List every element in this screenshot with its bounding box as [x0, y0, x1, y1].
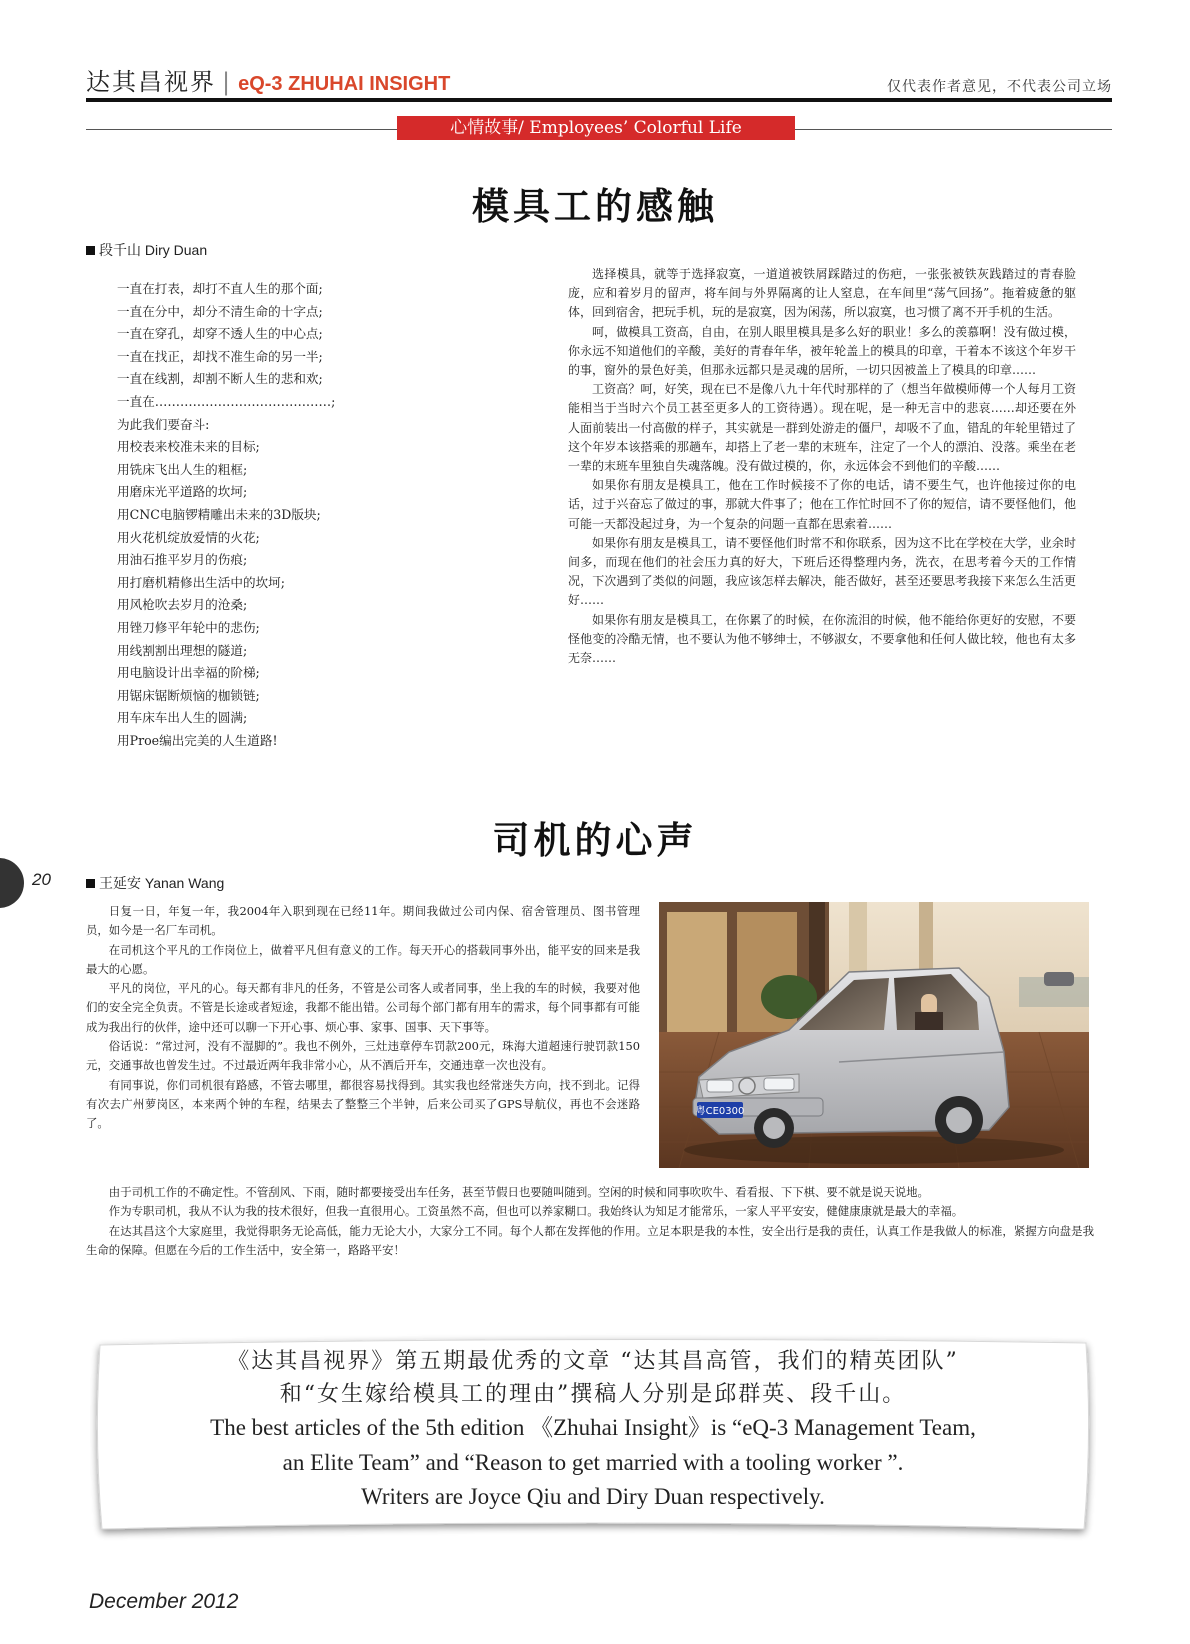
poem-line: 用校表来校准未来的目标; [117, 439, 260, 455]
callout-en-line: Writers are Joyce Qiu and Diry Duan respectively. [361, 1484, 825, 1509]
callout-en-line: an Elite Team” and “Reason to get married with a tooling worker ”. [282, 1449, 904, 1475]
article2-paragraph: 作为专职司机，我从不认为我的技术很好，但我一直很用心。工资虽然不高，但也可以养家糊口。我始终认为知足才能常乐，一家人平平安安，健健康康就是最大的幸福。 [108, 1204, 964, 1219]
footer-date: December 2012 [89, 1590, 239, 1613]
poem-line: 一直在打表，却打不直人生的那个面; [117, 281, 323, 296]
page-number: 20 [32, 870, 51, 889]
article2-body-full [86, 1183, 1094, 1260]
poem-line: 用风枪吹去岁月的沧桑; [117, 597, 248, 613]
header-rule [86, 98, 1112, 102]
header-brand [86, 62, 450, 97]
driver-car-photo [659, 902, 1089, 1168]
poem-line: 为此我们要奋斗: [117, 416, 210, 432]
header-disclaimer: 仅代表作者意见，不代表公司立场 [887, 79, 1112, 95]
article2-paragraph: 俗话说：“常过河，没有不湿脚的”。我也不例外，三灶违章停车罚款200元，珠海大道超速行驶罚款150元，交通事故也曾发生过。不过最近两年我非常小心，从不酒后开车，交通违章一次也没有。 [86, 1039, 640, 1073]
license-plate-text: 粤CE0300 [695, 1106, 745, 1117]
article2-paragraph: 日复一日，年复一年，我2004年入职到现在已经11年。期间我做过公司内保、宿舍管理员、图书管理员，如今是一名厂车司机。 [86, 904, 640, 938]
article1-poem [117, 278, 517, 752]
page-number-tab [0, 858, 24, 908]
callout-zh-line: 《达其昌视界》第五期最优秀的文章 “达其昌高管，我们的精英团队” [227, 1349, 959, 1374]
brand-zh: 达其昌视界 [86, 68, 216, 96]
article2-paragraph: 在司机这个平凡的工作岗位上，做着平凡但有意义的工作。每天开心的搭载同事外出，能平安的回来是我最大的心愿。 [86, 942, 640, 976]
article2-byline [86, 873, 224, 893]
article1-paragraph: 如果你有朋友是模具工，请不要怪他们时常不和你联系，因为这不比在学校在大学，业余时间多，而现在他们的社会压力真的好大，下班后还得整理内务，洗衣，在思考着今天的工作情况，下次遇到了类似的问题，我应该怎样去解决，能否做好，甚至还要思考我接下来怎么生活更好…… [568, 535, 1076, 608]
poem-line: 一直在……………………………………; [117, 393, 336, 409]
article2-body-left [86, 902, 640, 1134]
poem-line: 用线割割出理想的隧道; [117, 642, 248, 658]
callout-zh-line: 和“女生嫁给模具工的理由”撰稿人分别是邱群英、段千山。 [279, 1382, 907, 1407]
poem-line: 用锯床锯断烦恼的枷锁链; [117, 687, 260, 703]
bullet-square-icon [86, 879, 95, 888]
article1-paragraph: 如果你有朋友是模具工，在你累了的时候，在你流泪的时候，他不能给你更好的安慰，不要怪他变的冷酷无情，也不要认为他不够绅士，不够淑女，不要拿他和任何人做比较，他也有太多无奈…… [568, 612, 1076, 666]
poem-line: 用锉刀修平年轮中的悲伤; [117, 619, 260, 635]
callout-text [90, 1345, 1096, 1515]
brand-en: eQ-3 ZHUHAI INSIGHT [238, 73, 451, 95]
article1-paragraph: 如果你有朋友是模具工，他在工作时候接不了你的电话，请不要生气，也许他接过你的电话，过于兴奋忘了做过的事，那就大件事了；他在工作忙时回不了你的短信，请不要怪他们，他可能一天都没起过身，为一个复杂的问题一直都在思索着…… [568, 478, 1076, 531]
poem-line: 用电脑设计出幸福的阶梯; [117, 665, 260, 681]
article2-author: 王延安 Yanan Wang [99, 875, 225, 891]
poem-line: 用CNC电脑锣精雕出未来的3D版块; [117, 506, 321, 522]
poem-line: 用Proe编出完美的人生道路! [117, 732, 278, 748]
poem-line: 一直在找正，却找不准生命的另一半; [117, 348, 323, 364]
section-banner: 心情故事/ Employees’ Colorful Life [397, 116, 795, 140]
article1-paragraph: 选择模具，就等于选择寂寞，一道道被铁屑踩踏过的伤疤，一张张被铁灰践踏过的青春脸庞，应和着岁月的留声，将车间与外界隔离的让人窒息，在车间里“荡气回扬”。拖着疲惫的躯体，回到宿舍，把玩手机，玩的是寂寞，因为闲荡，所以寂寞，也习惯了离不开手机的生活。 [568, 267, 1076, 320]
article1-paragraph: 工资高？呵，好笑，现在已不是像八九十年代时那样的了（想当年做模师傅一个人每月工资能相当于当时六个员工甚至更多人的工资待遇）。现在呢，是一种无言中的悲哀……却还要在外人面前装出一付高傲的样子，其实就是一群到处游走的僵尸，却吸不了血，错乱的年轮里错过了这个年岁本该搭乘的那趟车，却搭上了老一辈的末班车，注定了一个人的漂泊、没落。乘坐在老一辈的末班车里独自失魂落魄。没有做过模的，你，永远体会不到他们的辛酸…… [568, 382, 1076, 474]
bullet-square-icon [86, 246, 95, 255]
poem-line: 用铣床飞出人生的粗框; [117, 461, 248, 477]
poem-line: 一直在分中，却分不清生命的十字点; [117, 303, 323, 319]
poem-line: 用油石推平岁月的伤痕; [117, 552, 248, 568]
poem-line: 用火花机绽放爱情的火花; [117, 529, 260, 545]
article2-paragraph: 由于司机工作的不确定性。不管刮风、下雨，随时都要接受出车任务，甚至节假日也要随叫随到。空闲的时候和同事吹吹牛、看看报、下下棋、要不就是说天说地。 [108, 1185, 929, 1199]
article2-paragraph: 平凡的岗位，平凡的心。每天都有非凡的任务，不管是公司客人或者同事，坐上我的车的时候，我要对他们的安全完全负责。不管是长途或者短途，我都不能出错。公司每个部门都有用车的需求，每个同事都有可能成为我出行的伙伴，途中还可以聊一下开心事、烦心事、家事、国事、天下事等。 [86, 981, 640, 1034]
article1-paragraph: 呵，做模具工资高，自由，在别人眼里模具是多么好的职业！多么的羡慕啊！没有做过模，你永远不知道他们的辛酸，美好的青春年华，被年轮盖上的模具的印章，干着本不该这个年岁干的事，窗外的景色好美，但那永远都只是灵魂的居所，一切只因被盖上了模具的印章…… [568, 324, 1076, 378]
article2-paragraph: 有同事说，你们司机很有路感，不管去哪里，都很容易找得到。其实我也经常迷失方向，找不到北。记得有次去广州萝岗区，本来两个钟的车程，结果去了整整三个半钟，后来公司买了GPS导航仪，再也不会迷路了。 [86, 1077, 640, 1131]
article2-paragraph: 在达其昌这个大家庭里，我觉得职务无论高低，能力无论大小，大家分工不同。每个人都在发挥他的作用。立足本职是我的本性，安全出行是我的责任，认真工作是我做人的标准，紧握方向盘是我生命的保障。但愿在今后的工作生活中，安全第一，路路平安！ [86, 1223, 1094, 1257]
article1-byline [86, 240, 207, 260]
poem-line: 一直在线割，却割不断人生的悲和欢; [117, 371, 323, 387]
poem-line: 用车床车出人生的圆满; [117, 710, 248, 726]
poem-line: 一直在穿孔，却穿不透人生的中心点; [117, 326, 323, 342]
article1-title: 模具工的感触 [472, 184, 718, 228]
article1-body [568, 265, 1076, 668]
article2-title: 司机的心声 [492, 818, 698, 862]
callout-en-line: The best articles of the 5th edition 《Zhuhai Insight》is “eQ-3 Management Team, [210, 1415, 976, 1440]
brand-separator: | [222, 68, 233, 96]
poem-line: 用磨床光平道路的坎坷; [117, 484, 248, 500]
article1-author: 段千山 Diry Duan [99, 242, 208, 258]
poem-line: 用打磨机精修出生活中的坎坷; [117, 574, 285, 590]
